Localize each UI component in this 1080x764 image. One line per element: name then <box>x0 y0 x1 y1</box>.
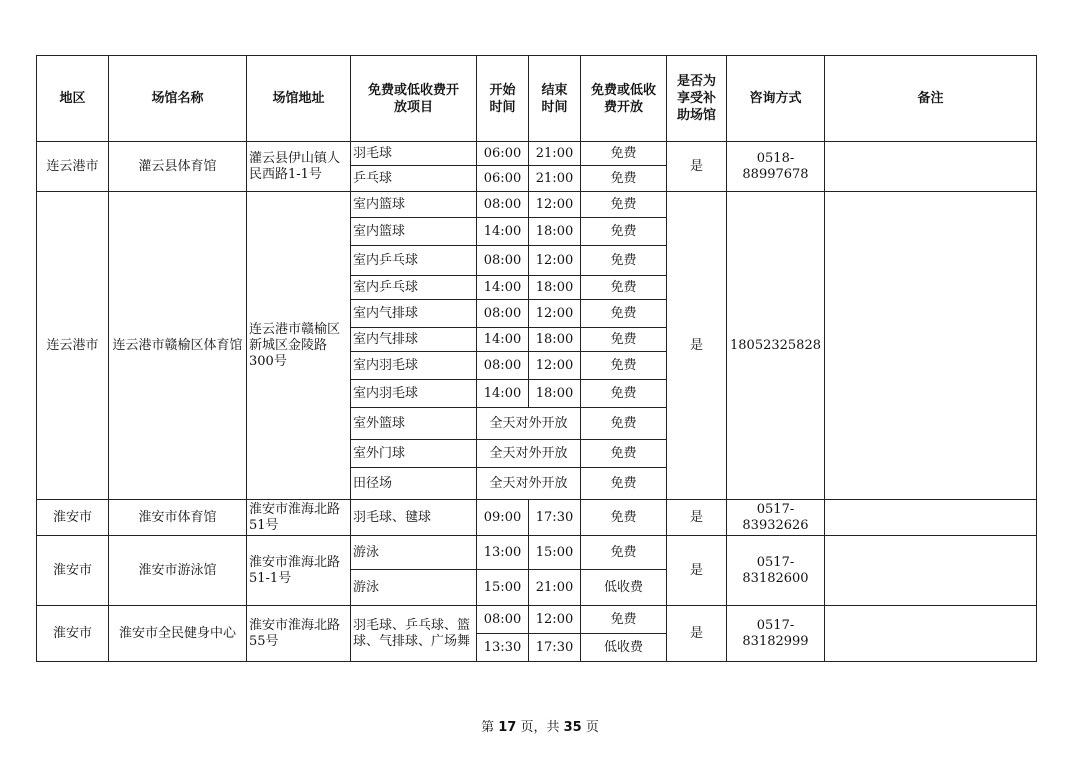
header-cell <box>581 56 667 142</box>
venue-address-cell: 灌云县伊山镇人民西路1-1号 <box>247 142 351 192</box>
header-cell: 备注 <box>825 56 1037 142</box>
header-cell <box>529 56 581 142</box>
end-time-cell: 21:00 <box>529 166 581 192</box>
fee-type-cell: 免费 <box>581 440 667 468</box>
end-time-cell: 12:00 <box>529 606 581 634</box>
region-cell: 淮安市 <box>37 536 109 606</box>
activity-item-cell: 室内羽毛球 <box>351 380 477 408</box>
start-time-cell: 15:00 <box>477 570 529 606</box>
contact-cell: 18052325828 <box>727 192 825 500</box>
open-all-day-cell: 全天对外开放 <box>477 468 581 500</box>
contact-cell: 0517-83182999 <box>727 606 825 662</box>
activity-item-cell: 室外门球 <box>351 440 477 468</box>
note-cell <box>825 606 1037 662</box>
fee-type-cell: 免费 <box>581 166 667 192</box>
open-all-day-cell: 全天对外开放 <box>477 408 581 440</box>
end-time-cell: 18:00 <box>529 328 581 352</box>
header-cell <box>247 56 351 142</box>
header-cell <box>477 56 529 142</box>
start-time-cell: 08:00 <box>477 300 529 328</box>
table-row <box>37 142 1037 166</box>
end-time-cell: 12:00 <box>529 352 581 380</box>
page-footer <box>0 716 1080 735</box>
end-time-cell: 12:00 <box>529 192 581 218</box>
venue-address-cell: 连云港市赣榆区新城区金陵路300号 <box>247 192 351 500</box>
activity-item-cell: 羽毛球 <box>351 142 477 166</box>
start-time-cell: 06:00 <box>477 166 529 192</box>
note-cell <box>825 192 1037 500</box>
current-page-number: 17 <box>498 720 517 735</box>
header-cell <box>351 56 477 142</box>
fee-type-cell: 免费 <box>581 606 667 634</box>
start-time-cell: 08:00 <box>477 192 529 218</box>
start-time-cell: 13:00 <box>477 536 529 570</box>
subsidized-cell: 是 <box>667 192 727 500</box>
fee-type-cell: 免费 <box>581 468 667 500</box>
fee-type-cell: 免费 <box>581 500 667 536</box>
fee-type-cell: 免费 <box>581 328 667 352</box>
note-cell <box>825 536 1037 606</box>
activity-item-cell: 室内篮球 <box>351 218 477 246</box>
header-text: 是否为享受补助场馆 <box>676 74 716 123</box>
activity-item-cell: 游泳 <box>351 570 477 606</box>
contact-cell: 0517-83932626 <box>727 500 825 536</box>
venue-name-cell: 连云港市赣榆区体育馆 <box>109 192 247 500</box>
activity-item-cell: 室内乒乓球 <box>351 246 477 276</box>
note-cell <box>825 142 1037 192</box>
activity-item-cell: 田径场 <box>351 468 477 500</box>
header-text: 结束时间 <box>541 82 568 115</box>
fee-type-cell: 免费 <box>581 246 667 276</box>
end-time-cell: 17:30 <box>529 634 581 662</box>
activity-item-cell: 室内气排球 <box>351 328 477 352</box>
activity-item-cell: 乒乓球 <box>351 166 477 192</box>
fee-type-cell: 免费 <box>581 142 667 166</box>
table-row <box>37 606 1037 634</box>
table-row <box>37 536 1037 570</box>
region-cell: 淮安市 <box>37 606 109 662</box>
fee-type-cell: 免费 <box>581 352 667 380</box>
region-cell: 连云港市 <box>37 142 109 192</box>
fee-type-cell: 免费 <box>581 536 667 570</box>
contact-cell: 0517-83182600 <box>727 536 825 606</box>
subsidized-cell: 是 <box>667 536 727 606</box>
start-time-cell: 14:00 <box>477 328 529 352</box>
venue-address-cell: 淮安市淮海北路51号 <box>247 500 351 536</box>
header-cell <box>667 56 727 142</box>
fee-type-cell: 免费 <box>581 300 667 328</box>
activity-item-cell: 室外篮球 <box>351 408 477 440</box>
fee-type-cell: 免费 <box>581 408 667 440</box>
activity-item-cell: 羽毛球、乒乓球、篮球、气排球、广场舞 <box>351 606 477 662</box>
start-time-cell: 14:00 <box>477 218 529 246</box>
end-time-cell: 12:00 <box>529 300 581 328</box>
start-time-cell: 09:00 <box>477 500 529 536</box>
open-all-day-cell: 全天对外开放 <box>477 440 581 468</box>
venue-address-cell: 淮安市淮海北路51-1号 <box>247 536 351 606</box>
contact-cell: 0518-88997678 <box>727 142 825 192</box>
table-body <box>37 142 1037 662</box>
end-time-cell: 17:30 <box>529 500 581 536</box>
activity-item-cell: 室内气排球 <box>351 300 477 328</box>
start-time-cell: 06:00 <box>477 142 529 166</box>
activity-item-cell: 游泳 <box>351 536 477 570</box>
start-time-cell: 08:00 <box>477 246 529 276</box>
header-row <box>37 56 1037 142</box>
end-time-cell: 12:00 <box>529 246 581 276</box>
start-time-cell: 13:30 <box>477 634 529 662</box>
start-time-cell: 14:00 <box>477 380 529 408</box>
header-cell <box>37 56 109 142</box>
venue-name-cell: 淮安市游泳馆 <box>109 536 247 606</box>
header-text: 免费或低收费开放项目 <box>368 82 460 115</box>
region-cell: 连云港市 <box>37 192 109 500</box>
fee-type-cell: 免费 <box>581 218 667 246</box>
venue-table <box>36 55 1037 662</box>
table-row <box>37 500 1037 536</box>
venue-address-cell: 淮安市淮海北路55号 <box>247 606 351 662</box>
footer-middle: 页，共 <box>516 720 564 735</box>
end-time-cell: 21:00 <box>529 570 581 606</box>
activity-item-cell: 室内乒乓球 <box>351 276 477 300</box>
subsidized-cell: 是 <box>667 142 727 192</box>
header-cell: 咨询方式 <box>727 56 825 142</box>
subsidized-cell: 是 <box>667 500 727 536</box>
end-time-cell: 18:00 <box>529 218 581 246</box>
footer-suffix: 页 <box>581 720 599 735</box>
table-row <box>37 192 1037 218</box>
end-time-cell: 18:00 <box>529 276 581 300</box>
note-cell <box>825 500 1037 536</box>
fee-type-cell: 免费 <box>581 192 667 218</box>
fee-type-cell: 低收费 <box>581 570 667 606</box>
region-cell: 淮安市 <box>37 500 109 536</box>
header-text: 场馆地址 <box>272 91 325 106</box>
start-time-cell: 08:00 <box>477 606 529 634</box>
activity-item-cell: 羽毛球、毽球 <box>351 500 477 536</box>
subsidized-cell: 是 <box>667 606 727 662</box>
venue-name-cell: 灌云县体育馆 <box>109 142 247 192</box>
header-cell: 场馆名称 <box>109 56 247 142</box>
fee-type-cell: 免费 <box>581 276 667 300</box>
footer-prefix: 第 <box>481 720 499 735</box>
activity-item-cell: 室内羽毛球 <box>351 352 477 380</box>
header-text: 地区 <box>59 91 86 106</box>
header-text: 免费或低收费开放 <box>591 82 657 115</box>
end-time-cell: 21:00 <box>529 142 581 166</box>
start-time-cell: 08:00 <box>477 352 529 380</box>
end-time-cell: 15:00 <box>529 536 581 570</box>
venue-name-cell: 淮安市体育馆 <box>109 500 247 536</box>
fee-type-cell: 低收费 <box>581 634 667 662</box>
fee-type-cell: 免费 <box>581 380 667 408</box>
total-page-number: 35 <box>563 720 582 735</box>
end-time-cell: 18:00 <box>529 380 581 408</box>
venue-name-cell: 淮安市全民健身中心 <box>109 606 247 662</box>
activity-item-cell: 室内篮球 <box>351 192 477 218</box>
start-time-cell: 14:00 <box>477 276 529 300</box>
header-text: 开始时间 <box>489 82 516 115</box>
